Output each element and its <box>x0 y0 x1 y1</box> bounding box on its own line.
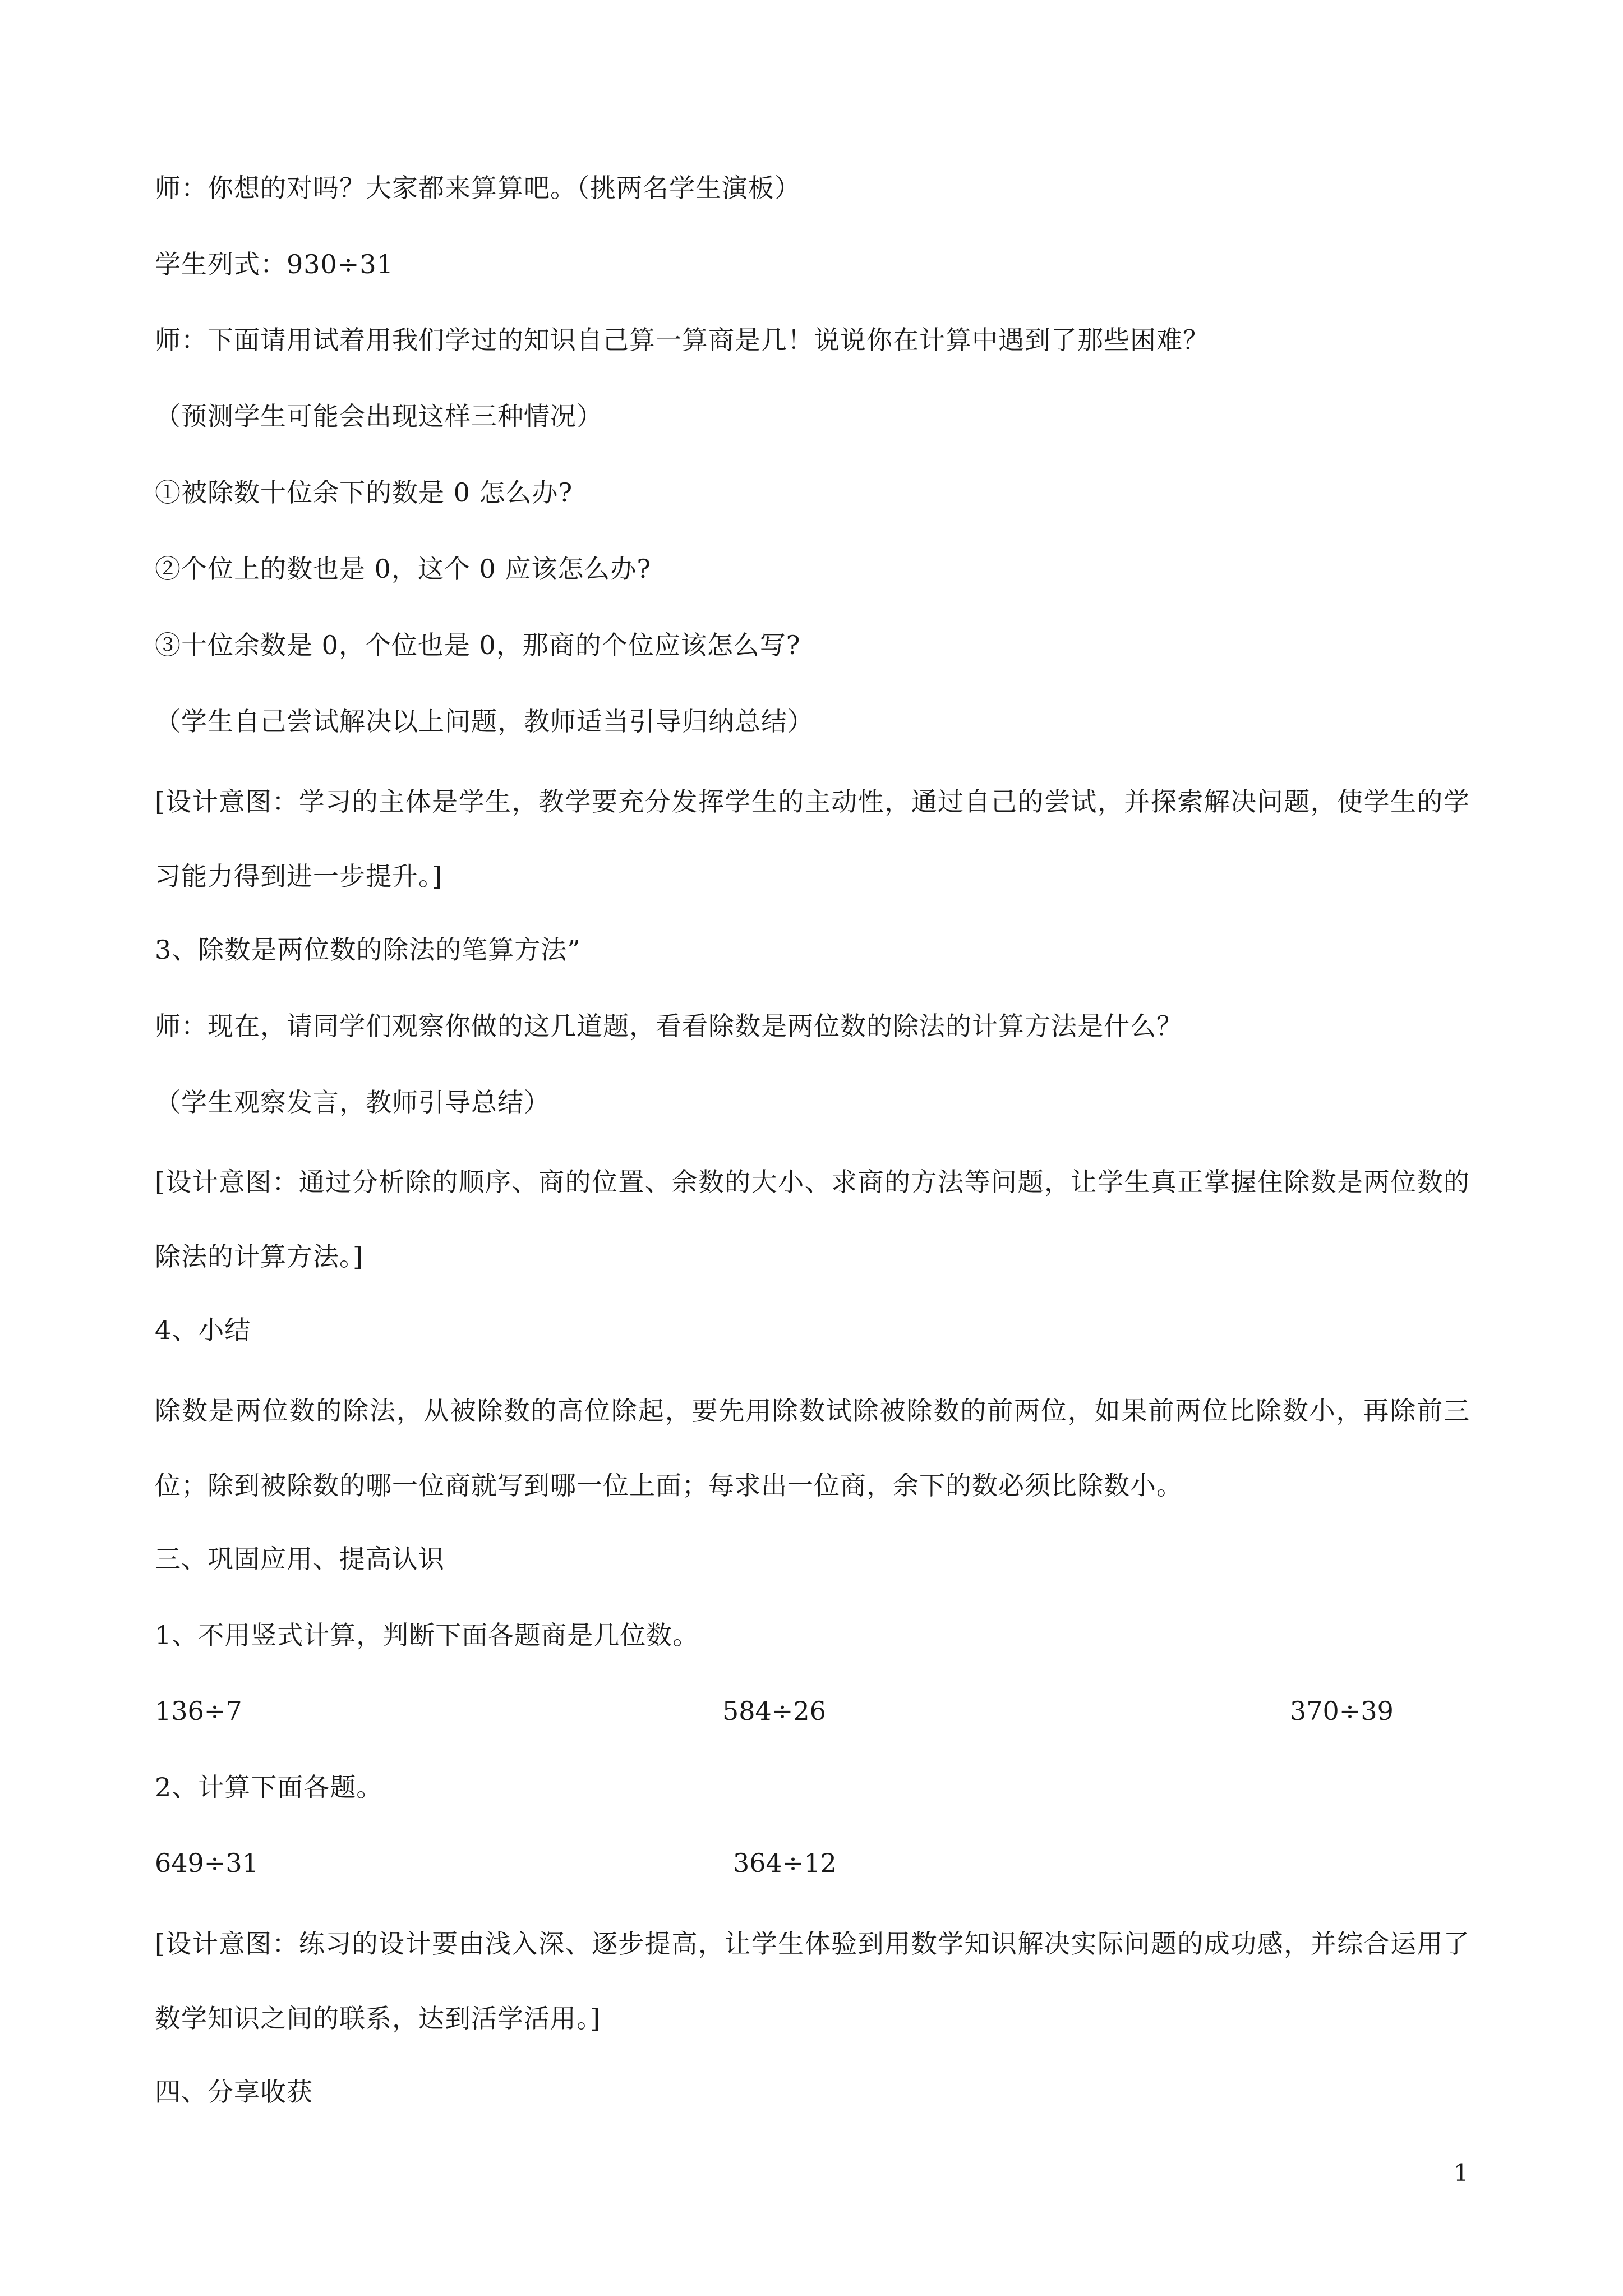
design-note: [设计意图：通过分析除的顺序、商的位置、余数的大小、求商的方法等问题，让学生真正掌握住除数是两位数的除法的计算方法。] <box>155 1167 1470 1272</box>
exercise-item: 649÷31 <box>155 1848 259 1878</box>
text-line: ③十位余数是 0，个位也是 0，那商的个位应该怎么写? <box>155 630 801 660</box>
text-line: ①被除数十位余下的数是 0 怎么办? <box>155 477 573 508</box>
text-line: 师：现在，请同学们观察你做的这几道题，看看除数是两位数的除法的计算方法是什么？ <box>155 1011 1183 1041</box>
part-heading: 三、巩固应用、提高认识 <box>155 1544 445 1574</box>
section-heading: 4、小结 <box>155 1315 251 1345</box>
design-note: [设计意图：练习的设计要由浅入深、逐步提高，让学生体验到用数学知识解决实际问题的成功感，并综合运用了数学知识之间的联系，达到活学活用。] <box>155 1929 1470 2033</box>
exercise-item: 584÷26 <box>722 1696 826 1726</box>
text-line: （学生观察发言，教师引导总结） <box>155 1087 550 1117</box>
exercise-heading: 2、计算下面各题。 <box>155 1772 383 1802</box>
text-line: 师：下面请用试着用我们学过的知识自己算一算商是几！说说你在计算中遇到了那些困难？ <box>155 325 1209 355</box>
summary-paragraph: 除数是两位数的除法，从被除数的高位除起，要先用除数试除被除数的前两位，如果前两位比除数小，再除前三位；除到被除数的哪一位商就写到哪一位上面；每求出一位商，余下的数必须比除数小。 <box>155 1396 1470 1501</box>
part-heading: 四、分享收获 <box>155 2077 313 2107</box>
text-line: ②个位上的数也是 0，这个 0 应该怎么办? <box>155 554 652 584</box>
page-number: 1 <box>1454 2159 1469 2187</box>
text-line: 学生列式：930÷31 <box>155 249 394 279</box>
text-line: （预测学生可能会出现这样三种情况） <box>155 401 603 431</box>
text-line: （学生自己尝试解决以上问题，教师适当引导归纳总结） <box>155 706 814 737</box>
exercise-item: 136÷7 <box>155 1696 242 1726</box>
exercise-item: 364÷12 <box>733 1848 837 1878</box>
text-line: 师：你想的对吗？大家都来算算吧。（挑两名学生演板） <box>155 173 801 203</box>
exercise-heading: 1、不用竖式计算，判断下面各题商是几位数。 <box>155 1620 699 1650</box>
design-note: [设计意图：学习的主体是学生，教学要充分发挥学生的主动性，通过自己的尝试，并探索解决问题，使学生的学习能力得到进一步提升。] <box>155 786 1470 891</box>
exercise-item: 370÷39 <box>1290 1696 1394 1726</box>
section-heading: 3、除数是两位数的除法的笔算方法” <box>155 935 581 965</box>
